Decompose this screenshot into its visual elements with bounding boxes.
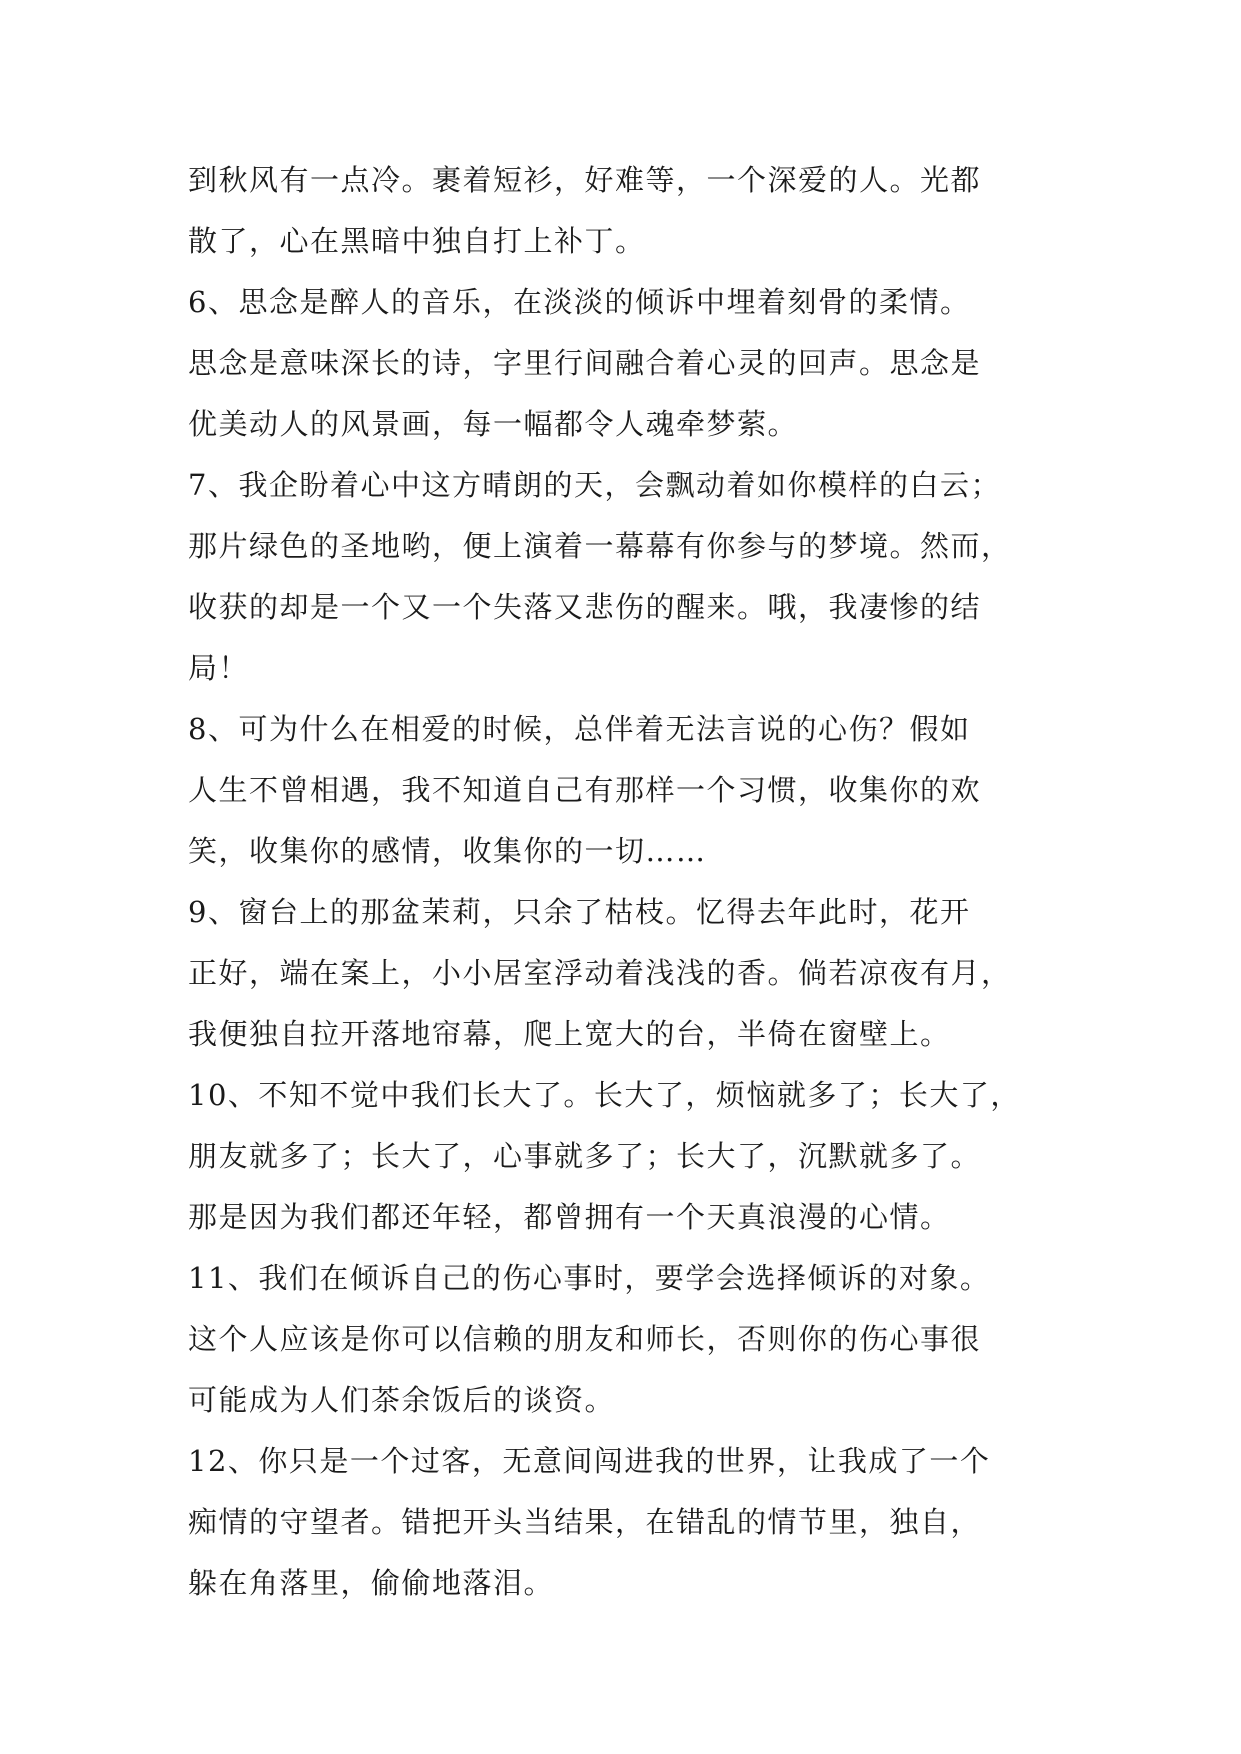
text-line: 那片绿色的圣地哟，便上演着一幕幕有你参与的梦境。然而，	[188, 529, 1012, 563]
text-line: 优美动人的风景画，每一幅都令人魂牵梦萦。	[188, 407, 799, 441]
text-line: 局！	[188, 651, 250, 685]
text-line: 人生不曾相遇，我不知道自己有那样一个习惯，收集你的欢	[188, 773, 982, 807]
text-line: 痴情的守望者。错把开头当结果，在错乱的情节里，独自，	[188, 1505, 982, 1539]
text-line: 8、可为什么在相爱的时候，总伴着无法言说的心伤？假如	[188, 712, 971, 746]
text-line: 那是因为我们都还年轻，都曾拥有一个天真浪漫的心情。	[188, 1200, 951, 1234]
text-line: 收获的却是一个又一个失落又悲伤的醒来。哦，我凄惨的结	[188, 590, 982, 624]
text-line: 思念是意味深长的诗，字里行间融合着心灵的回声。思念是	[188, 346, 982, 380]
text-line: 9、窗台上的那盆茉莉，只余了枯枝。忆得去年此时，花开	[188, 895, 971, 929]
text-line: 正好，端在案上，小小居室浮动着浅浅的香。倘若凉夜有月，	[188, 956, 1012, 990]
text-line: 11、我们在倾诉自己的伤心事时，要学会选择倾诉的对象。	[188, 1261, 991, 1295]
text-line: 到秋风有一点冷。裹着短衫，好难等，一个深爱的人。光都	[188, 163, 982, 197]
text-line: 散了，心在黑暗中独自打上补丁。	[188, 224, 646, 258]
text-line: 可能成为人们茶余饭后的谈资。	[188, 1383, 616, 1417]
text-line: 笑，收集你的感情，收集你的一切……	[188, 834, 707, 868]
text-line: 6、思念是醉人的音乐，在淡淡的倾诉中埋着刻骨的柔情。	[188, 285, 971, 319]
text-line: 躲在角落里，偷偷地落泪。	[188, 1566, 555, 1600]
text-line: 12、你只是一个过客，无意间闯进我的世界，让我成了一个	[188, 1444, 991, 1478]
text-line: 我便独自拉开落地帘幕，爬上宽大的台，半倚在窗壁上。	[188, 1017, 951, 1051]
text-line: 7、我企盼着心中这方晴朗的天，会飘动着如你模样的白云；	[188, 468, 1001, 502]
document-body	[188, 150, 1068, 1614]
text-line: 10、不知不觉中我们长大了。长大了，烦恼就多了；长大了，	[188, 1078, 1021, 1112]
text-line: 这个人应该是你可以信赖的朋友和师长，否则你的伤心事很	[188, 1322, 982, 1356]
text-line: 朋友就多了；长大了，心事就多了；长大了，沉默就多了。	[188, 1139, 982, 1173]
